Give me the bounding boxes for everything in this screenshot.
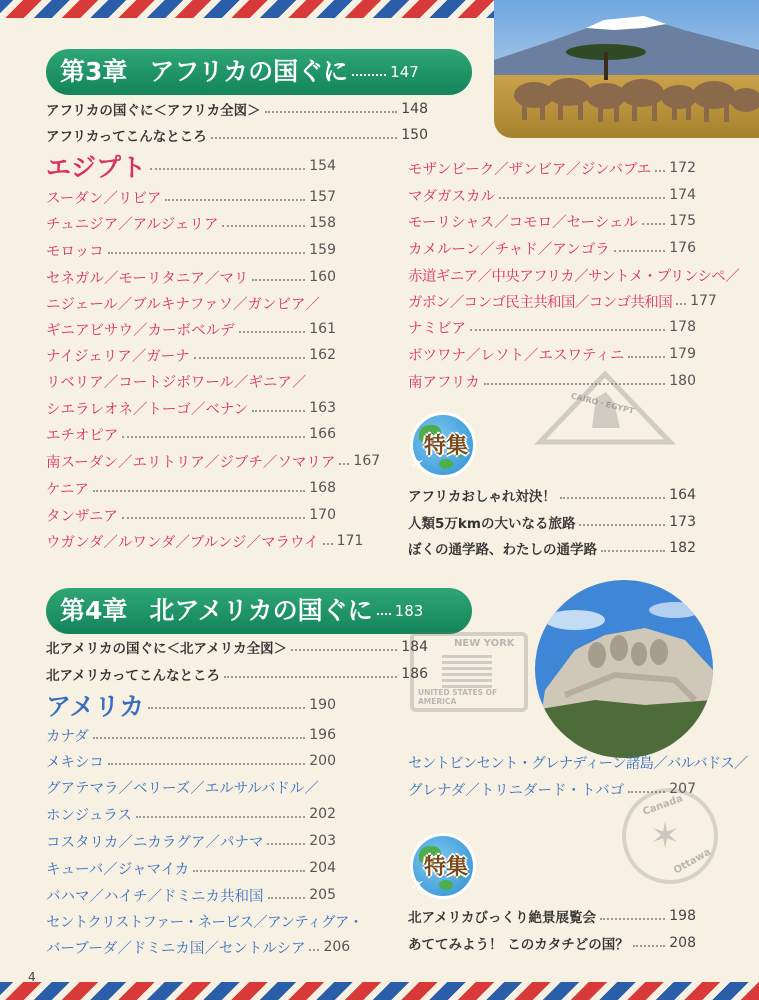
- feature-entry[interactable]: [408, 930, 696, 956]
- feature-label: 特集: [423, 855, 468, 880]
- toc-entry[interactable]: [408, 262, 740, 288]
- toc-entry-page: 202: [309, 806, 336, 822]
- toc-entry[interactable]: [408, 314, 696, 340]
- toc-entry[interactable]: [46, 634, 428, 660]
- feature-entry[interactable]: [408, 535, 696, 561]
- toc-entry[interactable]: [408, 182, 696, 208]
- toc-entry-page: 170: [309, 507, 336, 523]
- toc-entry-page: 150: [401, 127, 428, 143]
- toc-entry-page: 207: [669, 781, 696, 797]
- toc-leader: [323, 543, 333, 545]
- toc-entry-egypt[interactable]: [46, 149, 336, 183]
- toc-entry[interactable]: [46, 237, 336, 263]
- toc-leader: [267, 843, 305, 845]
- ottawa-stamp-text: Ottawa: [671, 846, 713, 877]
- toc-leader: [108, 252, 306, 254]
- cairo-stamp-text: CAIRO・EGYPT: [569, 391, 636, 416]
- toc-entry-page: 206: [323, 939, 351, 955]
- toc-entry[interactable]: [46, 882, 336, 908]
- toc-entry-page: 160: [309, 269, 336, 285]
- toc-entry[interactable]: [46, 316, 336, 342]
- toc-entry-page: 175: [669, 213, 696, 229]
- airmail-border-bottom: [0, 982, 759, 1000]
- toc-entry[interactable]: [46, 96, 428, 122]
- canada-stamp-text: Canada: [641, 793, 685, 818]
- toc-entry[interactable]: [46, 395, 336, 421]
- toc-leader: [560, 497, 665, 499]
- toc-entry-page: 205: [309, 887, 336, 903]
- chapter-4-banner[interactable]: [46, 588, 472, 634]
- mount-rushmore-photo: [535, 580, 713, 758]
- toc-entry[interactable]: [46, 368, 336, 394]
- toc-entry-title: ウガンダ／ルワンダ／ブルンジ／マラウイ: [46, 534, 319, 551]
- toc-leader: [136, 816, 305, 818]
- toc-leader: [148, 707, 305, 709]
- toc-entry-title: ケニア: [46, 481, 89, 498]
- toc-entry-title: キューバ／ジャマイカ: [46, 861, 190, 878]
- toc-entry[interactable]: [46, 934, 351, 960]
- toc-entry-page: 157: [309, 189, 336, 205]
- toc-entry-title: ニジェール／ブルキナファソ／ガンビア／: [46, 296, 321, 313]
- toc-entry-title: カナダ: [46, 728, 89, 745]
- toc-entry[interactable]: [408, 208, 696, 234]
- toc-entry-page: 162: [309, 347, 336, 363]
- toc-entry-title: チュニジア／アルジェリア: [46, 216, 219, 233]
- kilimanjaro-elephants-photo: [494, 0, 759, 138]
- toc-entry-page: 163: [309, 400, 336, 416]
- chapter-3-label: 第3章: [60, 57, 128, 86]
- feature-entry-title: アフリカおしゃれ対決！: [408, 489, 556, 505]
- toc-entry-title: ナミビア: [408, 320, 466, 337]
- toc-entry[interactable]: [46, 801, 336, 827]
- toc-entry[interactable]: [46, 661, 428, 687]
- toc-leader: [93, 490, 305, 492]
- cairo-egypt-stamp: [530, 368, 680, 448]
- toc-entry[interactable]: [46, 290, 336, 316]
- toc-leader: [93, 737, 305, 739]
- toc-entry-title: セネガル／モーリタニア／マリ: [46, 270, 249, 287]
- toc-entry-title: セントクリストファー・ネービス／アンティグア・: [46, 914, 363, 931]
- feature-entry[interactable]: [408, 509, 696, 535]
- toc-entry-title: グレナダ／トリニダード・トバゴ: [408, 782, 625, 799]
- toc-entry-page: 168: [309, 480, 336, 496]
- toc-entry-title: 北アメリカの国ぐに＜北アメリカ全図＞: [46, 641, 288, 657]
- toc-leader: [252, 410, 305, 412]
- toc-entry-title: ホンジュラス: [46, 807, 132, 824]
- toc-entry-title: モーリシャス／コモロ／セーシェル: [408, 214, 638, 231]
- toc-entry-page: 184: [401, 639, 428, 655]
- maple-leaf-icon: ✶: [650, 816, 681, 857]
- toc-entry-page: 204: [309, 860, 336, 876]
- feature-entry-title: ぼくの通学路、わたしの通学路: [408, 542, 597, 558]
- toc-entry-title: 南アフリカ: [408, 374, 480, 391]
- toc-entry-page: 166: [309, 426, 336, 442]
- toc-entry-page: 196: [309, 727, 336, 743]
- toc-entry-title: スーダン／リビア: [46, 190, 162, 207]
- toc-entry-title: ガボン／コンゴ民主共和国／コンゴ共和国: [408, 294, 673, 311]
- feature-entry-page: 208: [669, 935, 696, 951]
- toc-entry-page: 158: [309, 215, 336, 231]
- feature-entry-page: 164: [669, 487, 696, 503]
- toc-entry[interactable]: [46, 184, 336, 210]
- toc-leader: [642, 223, 665, 225]
- feature-entry-title: 北アメリカびっくり絶景展覧会: [408, 910, 597, 926]
- chapter-4-label: 第4章: [60, 596, 128, 625]
- toc-entry-title: エジプト: [46, 153, 147, 182]
- toc-entry-page: 161: [309, 321, 336, 337]
- feature-entry[interactable]: [408, 903, 696, 929]
- toc-entry-page: 203: [309, 833, 336, 849]
- toc-entry-page: 159: [309, 242, 336, 258]
- toc-entry[interactable]: [408, 288, 717, 314]
- feature-entry-page: 173: [669, 514, 696, 530]
- toc-entry[interactable]: [46, 122, 428, 148]
- feature-globe-icon: [407, 833, 476, 899]
- toc-entry-title: 赤道ギニア／中央アフリカ／サントメ・プリンシペ／: [408, 268, 740, 285]
- feature-entry-page: 182: [669, 540, 696, 556]
- feature-entry-page: 198: [669, 908, 696, 924]
- toc-entry-title: コスタリカ／ニカラグア／パナマ: [46, 834, 264, 851]
- toc-entry[interactable]: [46, 528, 364, 554]
- toc-entry[interactable]: [46, 855, 336, 881]
- toc-leader: [122, 436, 305, 438]
- statue-of-liberty-icon: [442, 652, 492, 688]
- toc-entry[interactable]: [46, 748, 336, 774]
- toc-leader: [211, 137, 397, 139]
- toc-entry-page: 190: [309, 697, 336, 713]
- toc-leader: [193, 870, 305, 872]
- toc-entry-title: シエラレオネ／トーゴ／ベナン: [46, 401, 249, 418]
- feature-entry[interactable]: [408, 482, 696, 508]
- toc-entry-title: 南スーダン／エリトリア／ジブチ／ソマリア: [46, 454, 336, 471]
- toc-leader: [265, 111, 398, 113]
- toc-leader: [291, 649, 397, 651]
- toc-entry[interactable]: [46, 722, 336, 748]
- toc-leader: [150, 168, 305, 170]
- feature-entry-title: あててみよう！ このカタチどの国？: [408, 937, 629, 953]
- toc-entry-title: エチオピア: [46, 427, 119, 444]
- toc-entry-page: 174: [669, 187, 696, 203]
- toc-entry-title: グアテマラ／ベリーズ／エルサルバドル／: [46, 780, 319, 797]
- toc-entry-title: カメルーン／チャド／アンゴラ: [408, 241, 610, 258]
- toc-entry[interactable]: [46, 774, 336, 800]
- toc-leader: [614, 250, 666, 252]
- ny-stamp-bottom-text: UNITED STATES OF AMERICA: [418, 688, 498, 706]
- chapter-3-leader: [352, 74, 386, 76]
- toc-leader: [655, 170, 665, 172]
- toc-entry-title: ナイジェリア／ガーナ: [46, 348, 190, 365]
- toc-entry-title: アフリカってこんなところ: [46, 129, 207, 145]
- ny-stamp-top-text: NEW YORK: [454, 638, 515, 649]
- toc-leader: [239, 331, 306, 333]
- toc-entry-page: 179: [669, 346, 696, 362]
- feature-globe-icon: [407, 412, 476, 478]
- toc-leader: [224, 676, 397, 678]
- chapter-3-banner[interactable]: [46, 49, 472, 95]
- toc-leader: [252, 279, 305, 281]
- toc-entry[interactable]: [46, 264, 336, 290]
- toc-entry[interactable]: [46, 475, 336, 501]
- toc-entry-page: 200: [309, 753, 336, 769]
- toc-entry[interactable]: [46, 828, 336, 854]
- toc-entry-title: セントビンセント・グレナディーン諸島／バルバドス／: [408, 755, 748, 772]
- toc-entry-title: メキシコ: [46, 754, 104, 771]
- toc-entry-title: タンザニア: [46, 508, 118, 525]
- toc-leader: [633, 945, 666, 947]
- toc-entry[interactable]: [46, 342, 336, 368]
- feature-entry-title: 人類5万kmの大いなる旅路: [408, 516, 576, 532]
- toc-entry[interactable]: [408, 235, 696, 261]
- toc-entry-page: 176: [669, 240, 696, 256]
- toc-entry-page: 148: [401, 101, 428, 117]
- page-number: 4: [28, 970, 36, 984]
- toc-entry[interactable]: [408, 749, 748, 775]
- toc-entry-page: 171: [336, 533, 364, 549]
- toc-leader: [470, 329, 665, 331]
- toc-entry-title: モザンビーク／ザンビア／ジンバブエ: [408, 161, 652, 178]
- toc-entry[interactable]: [46, 502, 336, 528]
- toc-entry[interactable]: [46, 210, 336, 236]
- toc-entry-page: 167: [353, 453, 381, 469]
- feature-label: 特集: [423, 434, 468, 459]
- chapter-4-page: 183: [394, 602, 424, 620]
- chapter-3-page: 147: [390, 63, 419, 81]
- toc-entry-title: アフリカの国ぐに＜アフリカ全図＞: [46, 103, 261, 119]
- toc-leader: [222, 225, 305, 227]
- toc-leader: [268, 897, 306, 899]
- toc-entry-title: モロッコ: [46, 243, 104, 260]
- toc-leader: [601, 550, 665, 552]
- chapter-4-title: 北アメリカの国ぐに: [149, 596, 373, 625]
- toc-entry[interactable]: [408, 341, 696, 367]
- toc-leader: [600, 918, 665, 920]
- toc-entry-title: バハマ／ハイチ／ドミニカ共和国: [46, 888, 264, 905]
- toc-entry-page: 172: [669, 160, 696, 176]
- toc-entry-page: 178: [669, 319, 696, 335]
- toc-entry[interactable]: [46, 421, 336, 447]
- toc-entry-title: リベリア／コートジボワール／ギニア／: [46, 374, 307, 391]
- airplane-icon: ✈: [407, 451, 429, 476]
- toc-leader: [628, 356, 665, 358]
- toc-entry-title: ボツワナ／レソト／エスワティニ: [408, 347, 625, 364]
- canada-ottawa-stamp: [622, 788, 718, 884]
- toc-entry-title: マダガスカル: [408, 188, 495, 205]
- toc-leader: [165, 199, 305, 201]
- toc-entry-title: アメリカ: [46, 692, 145, 721]
- toc-leader: [309, 949, 319, 951]
- toc-entry[interactable]: [46, 908, 363, 934]
- toc-entry-title: バーブーダ／ドミニカ国／セントルシア: [46, 940, 306, 957]
- toc-leader: [122, 517, 305, 519]
- toc-entry-usa[interactable]: [46, 688, 336, 722]
- chapter-4-leader: [377, 613, 391, 615]
- toc-leader: [676, 303, 686, 305]
- toc-entry-page: 180: [669, 373, 696, 389]
- toc-leader: [108, 763, 305, 765]
- toc-entry-page: 154: [309, 158, 336, 174]
- chapter-3-title: アフリカの国ぐに: [149, 57, 349, 86]
- toc-leader: [339, 463, 349, 465]
- toc-leader: [194, 357, 306, 359]
- toc-leader: [579, 524, 665, 526]
- toc-leader: [499, 197, 665, 199]
- toc-entry-page: 177: [690, 293, 717, 309]
- toc-entry[interactable]: [46, 448, 381, 474]
- toc-entry[interactable]: [408, 155, 696, 181]
- toc-entry-title: ギニアビサウ／カーボベルデ: [46, 322, 235, 339]
- airplane-icon: ✈: [407, 872, 429, 897]
- toc-entry-title: 北アメリカってこんなところ: [46, 668, 221, 684]
- toc-entry-page: 186: [401, 666, 428, 682]
